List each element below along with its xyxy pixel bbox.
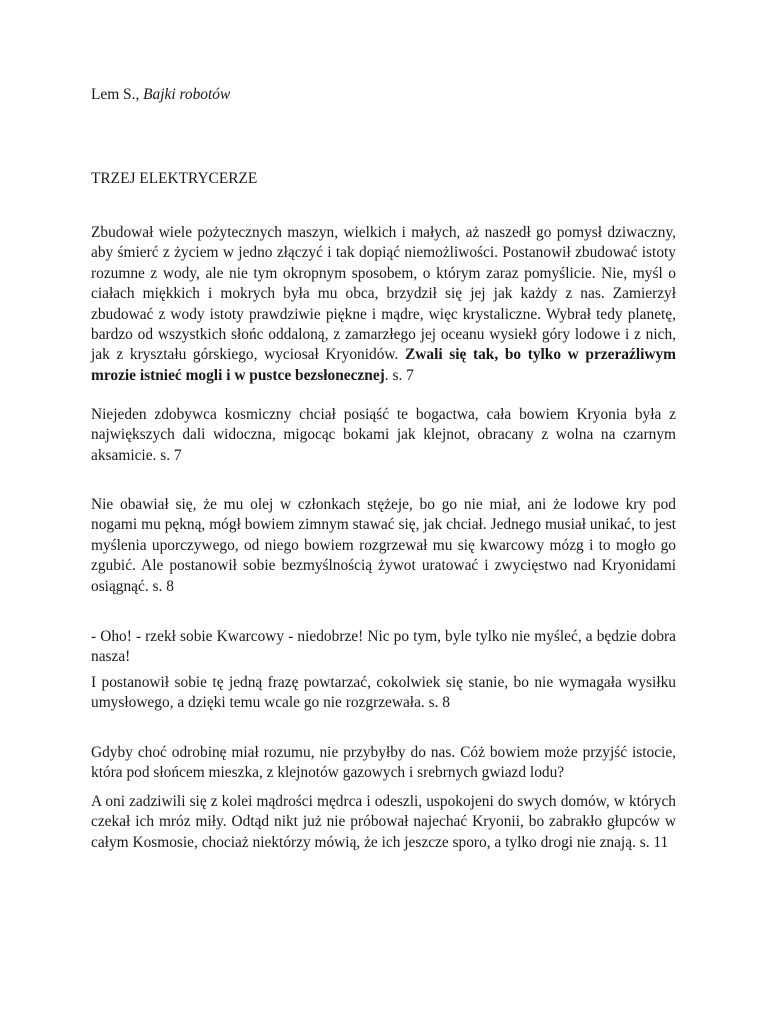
paragraph-1-tail: . s. 7 — [384, 366, 414, 384]
citation-book-title: Bajki robotów — [143, 86, 231, 103]
citation-line — [91, 85, 230, 105]
citation-author: Lem S., — [91, 86, 144, 103]
paragraph-3: Nie obawiał się, że mu olej w członkach stężeje, bo go nie miał, ani że lodowe kry pod nogami mu pękną, mógł bowiem zimnym stawać się, jak chciał. Jednego musiał unikać, to jest myślenia uporczywego, od niego bowiem rozgrzewał mu się kwarcowy mózg i to mogło go zgubić. Ale postanowił sobie bezmyślnością żywot uratować i zwycięstwo nad Kryonidami osiągnąć. s. 8 — [91, 496, 676, 595]
paragraph-1-bold: Zwali się tak, bo tylko w przeraźliwym mrozie istnieć mogli i w pustce bezsłonecznej — [91, 346, 676, 384]
paragraph-6: Gdyby choć odrobinę miał rozumu, nie przybyłby do nas. Cóż bowiem może przyjść istocie, która pod słońcem mieszka, z klejnotów gazowych i srebrnych gwiazd lodu? — [91, 744, 676, 782]
paragraph-4: - Oho! - rzekł sobie Kwarcowy - niedobrze! Nic po tym, byle tylko nie myśleć, a będzie dobra nasza! — [91, 628, 676, 666]
paragraph-2: Niejeden zdobywca kosmiczny chciał posiąść te bogactwa, cała bowiem Kryonia była z największych dali widoczna, migocąc bokami jak klejnot, obracany z wolna na czarnym aksamicie. s. 7 — [91, 406, 676, 464]
paragraph-5: I postanowił sobie tę jedną frazę powtarzać, cokolwiek się stanie, bo nie wymagała wysiłku umysłowego, a dzięki temu wcale go nie rozgrzewała. s. 8 — [91, 674, 676, 712]
paragraph-7: A oni zadziwili się z kolei mądrości mędrca i odeszli, uspokojeni do swych domów, w których czekał ich mróz miły. Odtąd nikt już nie próbował najechać Kryonii, bo zabrakło głupców w całym Kosmosie, chociaż niektórzy mówią, że ich jeszcze sporo, a tylko drogi nie znają. s. 11 — [91, 793, 676, 851]
paragraph-1 — [91, 223, 676, 386]
paragraph-1-text: Zbudował wiele pożytecznych maszyn, wielkich i małych, aż naszedł go pomysł dziwaczny, aby śmierć z życiem w jedno złączyć i tak dopiąć niemożliwości. Postanowił zbudować istoty rozumne z wody, ale nie tym okropnym sposobem, o którym zaraz pomyślicie. Nie, myśl o ciałach miękkich i mokrych była mu obca, brzydził się jej jak każdy z nas. Zamierzył zbudować z wody istoty prawdziwie piękne i mądre, więc krystaliczne. Wybrał tedy planetę, bardzo od wszystkich słońc oddaloną, z zamarzłego jej oceanu wysiekł góry lodowe i z nich, jak z kryształu górskiego, wyciosał Kryonidów. — [91, 224, 676, 364]
document-heading: TRZEJ ELEKTRYCERZE — [91, 170, 258, 187]
